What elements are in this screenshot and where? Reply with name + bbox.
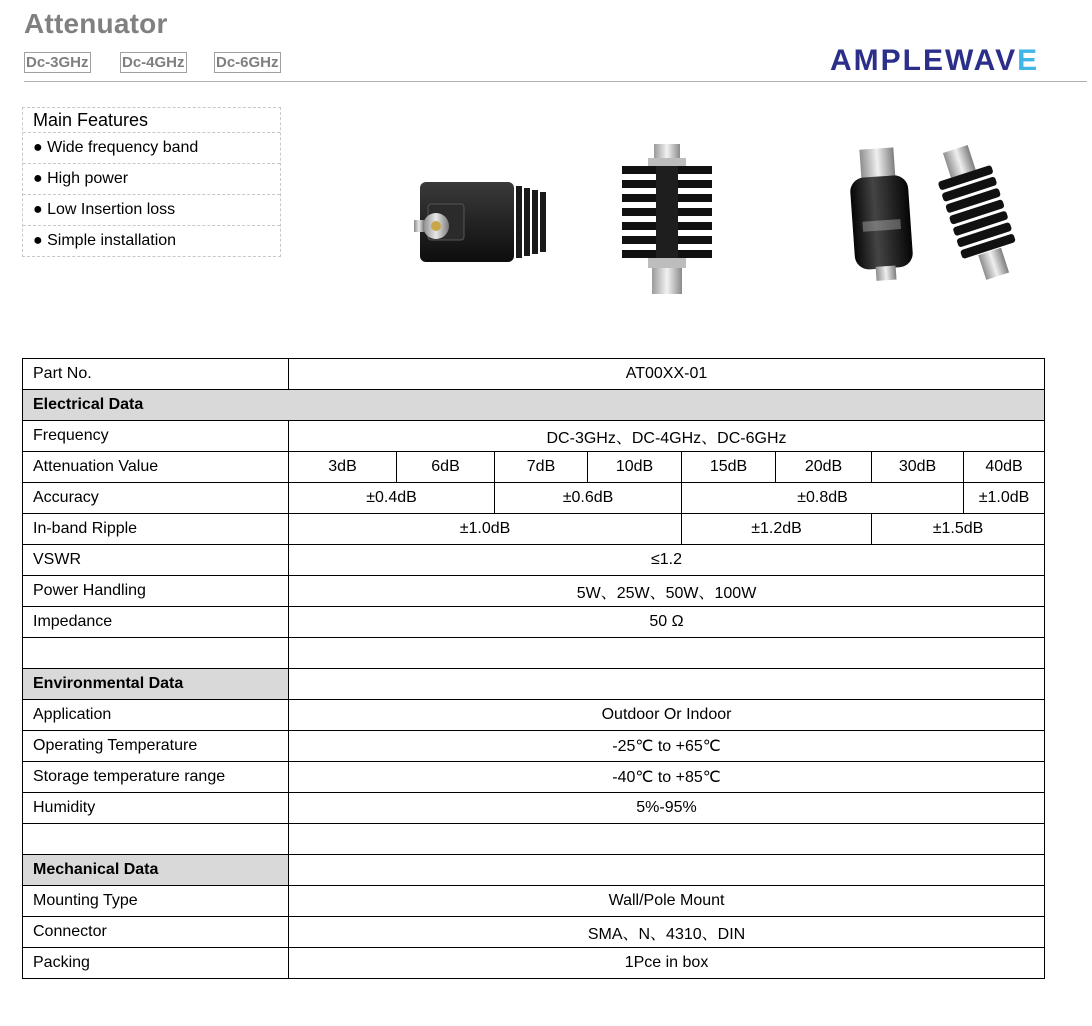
accuracy-cell: ±0.8dB <box>682 483 964 514</box>
spec-label: Storage temperature range <box>23 762 289 793</box>
row-part-no <box>23 359 1045 390</box>
attenuation-cell: 10dB <box>588 452 682 483</box>
attenuation-cell: 30dB <box>872 452 964 483</box>
blank-cell <box>289 824 1045 855</box>
spec-value: -25℃ to +65℃ <box>289 731 1045 762</box>
section-heading: Electrical Data <box>23 390 1045 421</box>
header-divider <box>24 81 1087 82</box>
spec-value: AT00XX-01 <box>289 359 1045 390</box>
main-features-box <box>22 107 281 257</box>
spec-label: Packing <box>23 948 289 979</box>
accuracy-cell: ±0.6dB <box>495 483 682 514</box>
section-heading: Environmental Data <box>23 669 289 700</box>
ripple-cell: ±1.2dB <box>682 514 872 545</box>
spec-value: 5%-95% <box>289 793 1045 824</box>
spec-table <box>22 358 1045 979</box>
row-vswr <box>23 545 1045 576</box>
logo-accent: E <box>1017 44 1040 77</box>
attenuation-cell: 3dB <box>289 452 397 483</box>
row-connector <box>23 917 1045 948</box>
attenuation-cell: 15dB <box>682 452 776 483</box>
accuracy-cell: ±1.0dB <box>964 483 1045 514</box>
row-blank <box>23 638 1045 669</box>
attenuation-cell: 6dB <box>397 452 495 483</box>
logo-text: AMPLEWAV <box>830 44 1018 77</box>
feature-item: ● Simple installation <box>33 232 177 249</box>
spec-label: Connector <box>23 917 289 948</box>
blank-cell <box>23 638 289 669</box>
section-mechanical <box>23 855 1045 886</box>
spec-label: Application <box>23 700 289 731</box>
spec-label: In-band Ripple <box>23 514 289 545</box>
spec-label: Impedance <box>23 607 289 638</box>
product-photo-cylindrical-pair <box>842 140 1032 290</box>
amplewave-logo <box>830 44 1039 78</box>
spec-label: Mounting Type <box>23 886 289 917</box>
ripple-cell: ±1.0dB <box>289 514 682 545</box>
feature-item: ● High power <box>23 164 280 195</box>
blank-cell <box>289 638 1045 669</box>
accuracy-cell: ±0.4dB <box>289 483 495 514</box>
attenuation-cell: 40dB <box>964 452 1045 483</box>
spec-value: ≤1.2 <box>289 545 1045 576</box>
spec-label: Humidity <box>23 793 289 824</box>
row-mounting-type <box>23 886 1045 917</box>
spec-label: VSWR <box>23 545 289 576</box>
row-storage-temperature <box>23 762 1045 793</box>
row-blank <box>23 824 1045 855</box>
blank-cell <box>23 824 289 855</box>
section-environmental <box>23 669 1045 700</box>
row-ripple <box>23 514 1045 545</box>
tag-dc-6ghz: Dc-6GHz <box>216 54 279 71</box>
spec-value: Wall/Pole Mount <box>289 886 1045 917</box>
spec-value: Outdoor Or Indoor <box>289 700 1045 731</box>
row-power <box>23 576 1045 607</box>
spec-value: SMA、N、4310、DIN <box>289 917 1045 948</box>
tag-dc-3ghz: Dc-3GHz <box>26 54 89 71</box>
attenuation-cell: 20dB <box>776 452 872 483</box>
ripple-cell: ±1.5dB <box>872 514 1045 545</box>
spec-label: Part No. <box>23 359 289 390</box>
row-attenuation <box>23 452 1045 483</box>
product-photo-finned-vertical <box>618 140 718 300</box>
spec-label: Power Handling <box>23 576 289 607</box>
features-heading: Main Features <box>23 108 280 133</box>
spec-label: Operating Temperature <box>23 731 289 762</box>
spec-value: 5W、25W、50W、100W <box>289 576 1045 607</box>
attenuation-cell: 7dB <box>495 452 588 483</box>
row-operating-temperature <box>23 731 1045 762</box>
spec-label: Accuracy <box>23 483 289 514</box>
row-accuracy <box>23 483 1045 514</box>
spec-value: -40℃ to +85℃ <box>289 762 1045 793</box>
spec-value: 50 Ω <box>289 607 1045 638</box>
section-heading: Mechanical Data <box>23 855 289 886</box>
spec-value: 1Pce in box <box>289 948 1045 979</box>
feature-item: ● Wide frequency band <box>23 133 280 164</box>
row-packing <box>23 948 1045 979</box>
product-photo-heatsink-block <box>412 176 552 266</box>
spec-label: Attenuation Value <box>23 452 289 483</box>
section-electrical <box>23 390 1045 421</box>
row-application <box>23 700 1045 731</box>
feature-item: ● Low Insertion loss <box>23 195 280 226</box>
tag-dc-4ghz: Dc-4GHz <box>122 54 185 71</box>
spec-label: Frequency <box>23 421 289 452</box>
row-frequency <box>23 421 1045 452</box>
row-impedance <box>23 607 1045 638</box>
blank-cell <box>289 855 1045 886</box>
blank-cell <box>289 669 1045 700</box>
page-title: Attenuator <box>24 8 168 39</box>
spec-value: DC-3GHz、DC-4GHz、DC-6GHz <box>289 421 1045 452</box>
row-humidity <box>23 793 1045 824</box>
